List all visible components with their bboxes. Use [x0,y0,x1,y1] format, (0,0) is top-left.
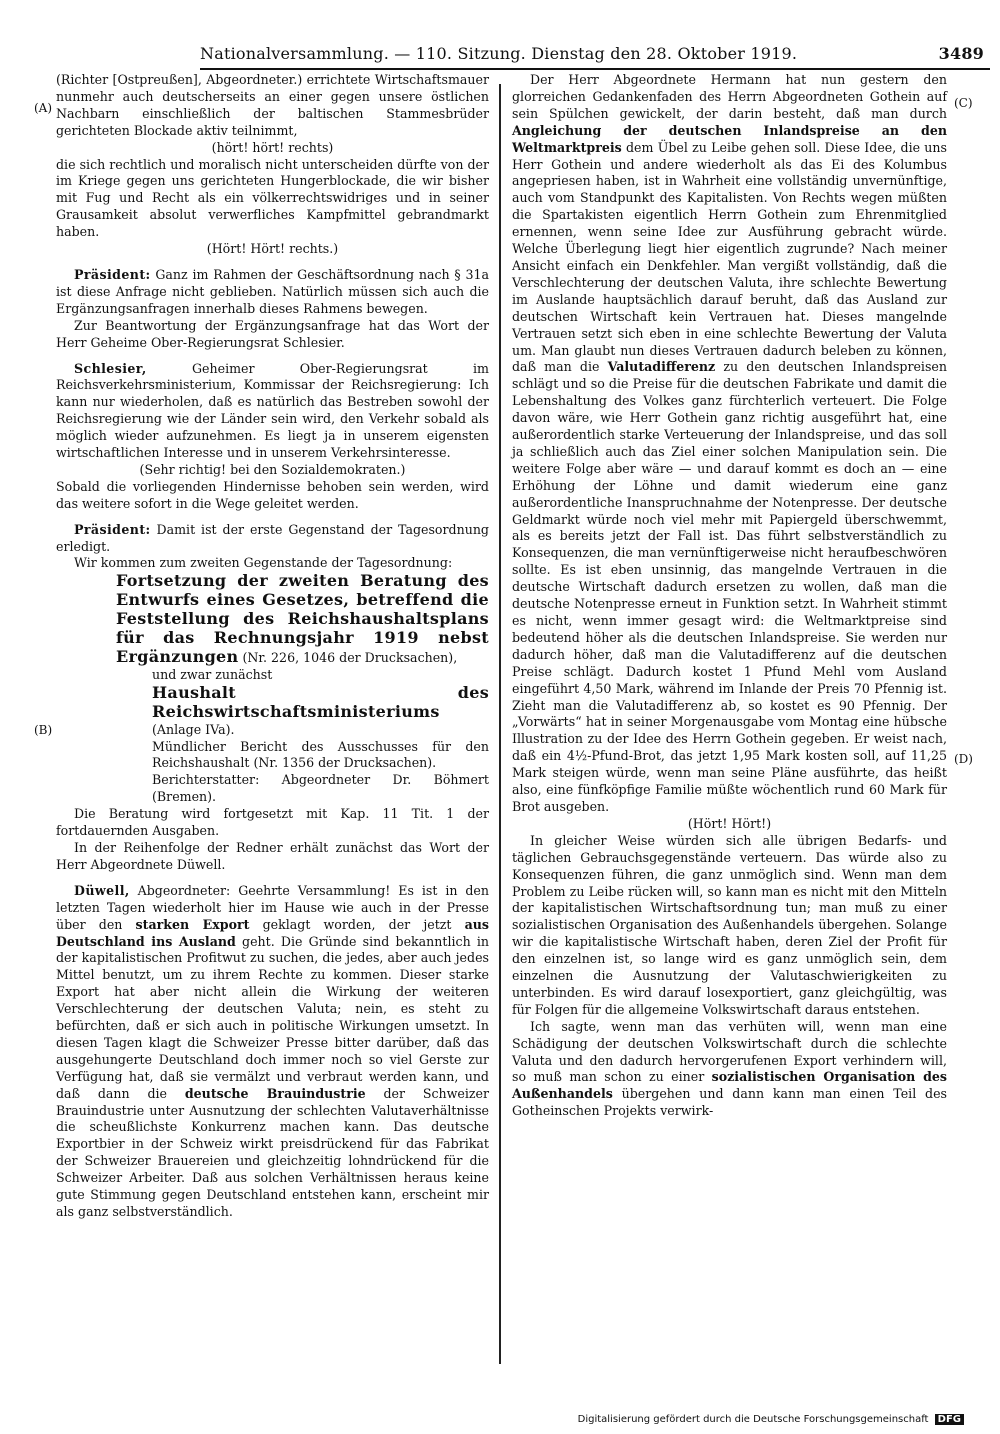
agenda-subitem: Haushalt des Reichswirtschaftsministeriums (Anlage IVa). [152,682,489,737]
agenda-note: und zwar zunächst [152,666,273,682]
interjection: (Sehr richtig! bei den Sozialdemokraten.) [139,461,406,477]
left-column [56,72,489,1221]
margin-label-b: (B) [34,723,53,737]
agenda-item-title: Fortsetzung der zweiten Beratung des Entwurfs eines Gesetzes, betreffend die Feststellung des Reichshaushaltsplans für das Rechnungsjahr 1919 nebst Ergänzungen (Nr. 226, 1046 der Drucksachen), [116,571,489,666]
speech-president: Präsident: Ganz im Rahmen der Geschäftsordnung nach § 31a ist diese Anfrage nicht geblieben. Natürlich müssen sich auch die Ergänzungsanfragen innerhalb dieses Rahmens bewegen. [56,266,489,316]
paragraph: Der Herr Abgeordnete Hermann hat nun gestern den glorreichen Gedankenfaden des Herrn Abgeordneten Gothein auf sein Spülchen gewickelt, der darin besteht, daß man durch Angleichung der deutschen Inlandspreise an den Weltmarktpreis dem Übel zu Leibe gehen soll. Diese Idee, die uns Herr Gothein und andere wiederholt als das Ei des Kolumbus angepriesen haben, ist in Wahrheit eine vollständig unvernünftige, auch vom Standpunkt des Kapitalisten. Von Rechts wegen müßten die Spartakisten eigentlich Herrn Gothein zum Ehrenmitglied ernennen, wenn seine Idee zur Ausführung gebracht würde. Welche Überlegung liegt hier eigentlich zugrunde? Nach meiner Ansicht einfach ein Denkfehler. Man vergißt vollständig, daß die Verschlechterung der deutschen Valuta, ihre schlechte Bewertung im Auslande hauptsächlich darauf beruht, daß das Ausland zur deutschen Wirtschaft kein Vertrauen hat. Dieses mangelnde Vertrauen setzt sich eben in eine schlechte Bewertung der Valuta um. Man glaubt nun dieses Vertrauen dadurch beleben zu können, daß man die Valutadifferenz zu den deutschen Inlandspreisen schlägt und so die Preise für die deutschen Fabrikate und damit die Lebenshaltung des Volkes ganz fürchterlich verteuert. Die Folge davon wäre, wie Herr Gothein ganz richtig ausgeführt hat, eine außerordentlich starke Verteuerung der Inlandspreise, und das soll ja schließlich auch das Ziel einer solchen Manipulation sein. Die weitere Folge aber wäre — und darauf kommt es doch an — eine Erhöhung der Löhne und damit wiederum eine ganz außerordentliche Inanspruchnahme der Notenpresse. Der deutsche Geldmarkt würde noch viel mehr mit Papiergeld überschwemmt, als es bereits jetzt der Fall ist. Das führt selbstverständlich zu Konsequenzen, die man vernünftigerweise nicht heraufbeschwören sollte. Es ist eben unsinnig, das mangelnde Vertrauen in die deutsche Wirtschaft dadurch ersetzen zu wollen, daß man die deutsche Notenpresse erneut in Funktion setzt. In Wahrheit stimmt es nicht, wenn immer gesagt wird: die Weltmarktpreise sind bedeutend höher als die deutschen Inlandspreise. Sie werden nur dadurch höher, daß man die Valutadifferenz auf die deutschen Preise schlägt. Dadurch kostet 1 Pfund Mehl vom Ausland eingeführt 4,50 Mark, während im Inlande der Preis 70 Pfennig ist. Zieht man die Valutadifferenz ab, so kostet es 90 Pfennig. Der „Vorwärts“ hat in seiner Morgenausgabe vom Montag eine hübsche Illustration zu der Idee des Herrn Gothein gegeben. Er weist nach, daß ein 4½-Pfund-Brot, das jetzt 1,95 Mark kosten soll, auf 11,25 Mark steigen würde, wenn man seine Pläne ausführte, das heißt also, eine fünfköpfige Familie müßte wöchentlich rund 60 Mark für Brot ausgeben. [512,72,947,814]
paragraph: Sobald die vorliegenden Hindernisse behoben sein werden, wird das weitere sofort in die Wege geleitet werden. [56,478,489,511]
agenda-report: Mündlicher Bericht des Ausschusses für den Reichshaushalt (Nr. 1356 der Drucksachen). [152,738,489,771]
interjection: (Hört! Hört! rechts.) [206,241,339,257]
paragraph: In gleicher Weise würden sich alle übrigen Bedarfs- und täglichen Gebrauchsgegenstände verteuern. Das würde also zu Konsequenzen führen, die ganz unmöglich sind. Wenn man dem Problem zu Leibe rücken will, so kann man es nicht mit den Mitteln der kapitalistischen Wirtschaftsordnung tun; man muß zu einer sozialistischen Organisation des Außenhandels übergehen. Solange wir die kapitalistische Wirtschaft haben, deren Ziel der Profit für den einzelnen ist, so lange wird es ganz unmöglich sein, dem einzelnen die Ausnutzung der Valutaschwierigkeiten zu unterbinden. Es wird darauf losexportiert, ganz gleichgültig, was für Folgen für die allgemeine Volkswirtschaft daraus entstehen. [512,832,947,1017]
margin-label-a: (A) [34,101,53,115]
speaker-name: Düwell, [74,882,130,898]
dfg-logo: DFG [935,1414,964,1425]
page-header [200,44,988,70]
column-divider [499,84,501,1364]
footer-credit [578,1414,964,1425]
speech-schlesier: Schlesier, Geheimer Ober-Regierungsrat im Reichsverkehrsministerium, Kommissar der Reichsregierung: Ich kann nur wiederholen, daß es natürlich das Bestreben sowohl der Reichsregierung wie der Länder sein wird, den Verkehr sobald als möglich wieder aufzunehmen. Es liegt ja in unserem eigensten wirtschaftlichen Interesse und in unserem Verkehrsinteresse. [56,360,489,461]
paragraph: Zur Beantwortung der Ergänzungsanfrage hat das Wort der Herr Geheime Ober-Regierungsrat Schlesier. [56,317,489,350]
header-rule [200,68,990,70]
paragraph: die sich rechtlich und moralisch nicht unterscheiden dürfte von der im Kriege gegen uns gerichteten Hungerblockade, die wir bisher mit Fug und Recht als ein völkerrechtswidriges und in seiner Grausamkeit absolut verwerfliches Kampfmittel gebrandmarkt haben. [56,156,489,240]
margin-label-c: (C) [954,96,973,110]
margin-label-d: (D) [954,752,973,766]
interjection: (hört! hört! rechts) [211,139,334,155]
interjection: (Hört! Hört!) [687,815,772,831]
right-column [512,72,947,1120]
paragraph: In der Reihenfolge der Redner erhält zunächst das Wort der Herr Abgeordnete Düwell. [56,839,489,872]
speech-duewell: Düwell, Abgeordneter: Geehrte Versammlung! Es ist in den letzten Tagen wiederholt hier im Hause wie auch in der Presse über den starken Export geklagt worden, der jetzt aus Deutschland ins Ausland geht. Die Gründe sind bekanntlich in der kapitalistischen Profitwut zu suchen, die jedes, aber auch jedes Mittel benutzt, um zu ihrem Rechte zu kommen. Dieser starke Export hat aber nicht allein die Wirkung der weiteren Verschlechterung der deutschen Valuta; nein, es steht zu befürchten, daß er sich auch in politische Wirkungen umsetzt. In diesen Tagen klagt die Schweizer Presse bitter darüber, daß das ausgehungerte Deutschland doch immer noch so viel Gerste zur Verfügung hat, daß sie vermälzt und verbraut werden kann, und daß dann die deutsche Brauindustrie der Schweizer Brauindustrie unter Ausnutzung der schlechten Valutaverhältnisse die scheußlichste Konkurrenz machen kann. Das deutsche Exportbier in der Schweiz wirkt preisdrückend für das Fabrikat der Schweizer Brauereien und gleichzeitig lohndrückend für die Schweizer Arbeiter. Daß aus solchen Verhältnissen heraus keine gute Stimmung gegen Deutschland entstehen kann, erscheint mir als ganz selbstverständlich. [56,882,490,1219]
paragraph: Wir kommen zum zweiten Gegenstande der Tagesordnung: [74,555,453,571]
paragraph: (Richter [Ostpreußen], Abgeordneter.) errichtete Wirtschaftsmauer nunmehr auch deutscherseits an einer gegen unsere östlichen Nachbarn einschließlich der baltischen Stammesbrüder gerichteten Blockade aktiv teilnimmt, [56,72,489,138]
speaker-name: Präsident: [74,521,151,537]
header-title: Nationalversammlung. — 110. Sitzung. Dienstag den 28. Oktober 1919. [200,44,798,63]
speech-president: Präsident: Damit ist der erste Gegenstand der Tagesordnung erledigt. [56,521,489,554]
paragraph: Ich sagte, wenn man das verhüten will, wenn man eine Schädigung der deutschen Volkswirtschaft durch die schlechte Valuta und den dadurch hervorgerufenen Export verhindern will, so muß man schon zu einer sozialistischen Organisation des Außenhandels übergehen und dann kann man einen Teil des Gotheinschen Projekts verwirk- [512,1018,947,1119]
speaker-name: Schlesier, [74,360,147,376]
agenda-rapporteur: Berichterstatter: Abgeordneter Dr. Böhmert (Bremen). [152,772,489,805]
footer-text: Digitalisierung gefördert durch die Deutsche Forschungsgemeinschaft [577,1414,929,1425]
paragraph: Die Beratung wird fortgesetzt mit Kap. 11 Tit. 1 der fortdauernden Ausgaben. [56,806,489,839]
speaker-name: Präsident: [74,266,151,282]
page-number: 3489 [938,44,984,63]
